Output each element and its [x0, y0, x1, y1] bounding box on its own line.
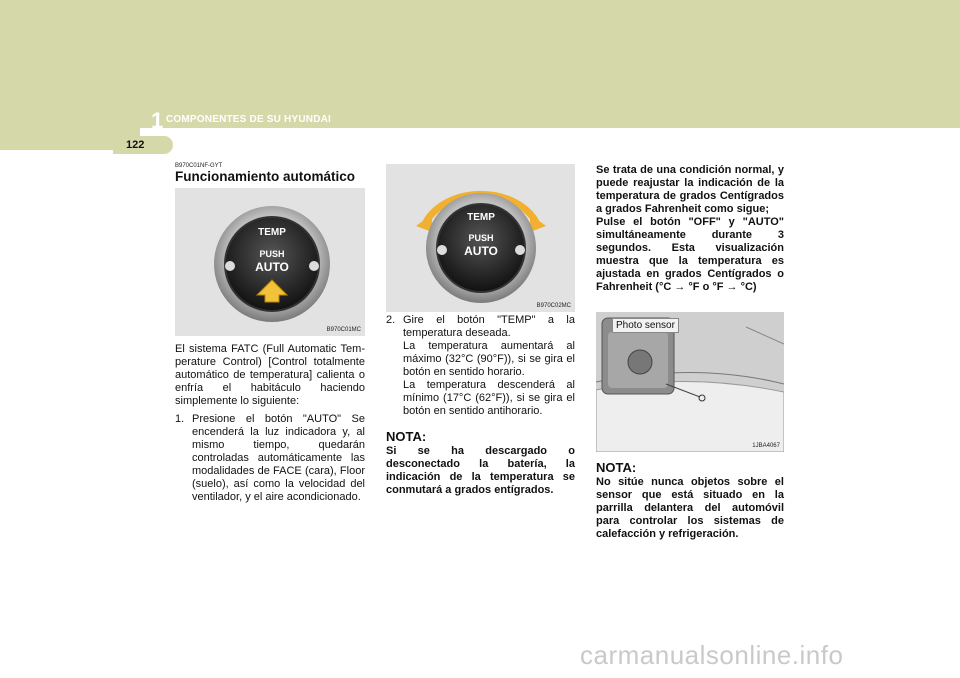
list-number: 1.	[175, 413, 185, 425]
figure-auto-button	[175, 188, 365, 336]
column-1	[175, 163, 365, 184]
knob-auto-label: AUTO	[255, 260, 289, 274]
list-line: La temperatura aumentará al máximo (32°C (90°F)), si se gira el botón en sentido horario.	[403, 340, 575, 378]
instruction-paragraph: Pulse el botón "OFF" y "AUTO" simultáneamente durante 3 segundos. Esta visualización muestra que la temperatura es ajustada en grados Centígrados o Fahrenheit (°C → °F o °F → °C)	[596, 216, 784, 293]
figure-photo-sensor	[596, 312, 784, 452]
column-3-text	[596, 164, 784, 294]
section-number: 1	[151, 108, 164, 133]
list-item-1	[175, 413, 365, 504]
section-heading: Funcionamiento automático	[175, 169, 356, 184]
list-line: Gire el botón "TEMP" a la temperatura deseada.	[403, 314, 575, 339]
watermark-text: carmanualsonline.info	[580, 640, 844, 670]
intro-paragraph: El sistema FATC (Full Automatic Tem-perature Control) [Control totalmente automático de temperatura] calienta o enfría el habitáculo haciendo simplemente lo siguiente:	[175, 343, 365, 407]
photo-sensor-label: Photo sensor	[612, 318, 679, 333]
list-number: 2.	[386, 314, 396, 326]
note-label: NOTA:	[386, 429, 427, 444]
knob-auto-label: AUTO	[464, 244, 498, 258]
note-text: No sitúe nunca objetos sobre el sensor que está situado en la parrilla delantera del automóvil para controlar los sistemas de calefacción y refrigeración.	[596, 476, 784, 540]
note-block	[386, 429, 575, 497]
note-text: Si se ha descargado o desconectado la batería, la indicación de la temperatura se conmutará a grados entígrados.	[386, 445, 575, 496]
knob-push-label: PUSH	[259, 249, 285, 259]
temp-knob-rotate-illustration	[386, 164, 575, 312]
figure-temp-rotate	[386, 164, 575, 312]
figure-code: B970C01MC	[326, 327, 361, 333]
figure-code: B970C02MC	[536, 303, 571, 309]
section-code: B970C01NF-GYT	[175, 163, 223, 169]
column-2-text	[386, 314, 575, 497]
column-1-text	[175, 343, 365, 504]
page-number: 122	[126, 139, 145, 151]
header-rule	[140, 128, 960, 150]
temp-knob-illustration	[175, 188, 365, 336]
list-item-2	[386, 314, 575, 418]
knob-temp-label: TEMP	[258, 227, 286, 238]
column-3-note	[596, 460, 784, 541]
figure-code: 1JBA4067	[752, 443, 780, 449]
list-text: Presione el botón "AUTO" Se encenderá la luz indicadora y, al mismo tiempo, quedarán controladas automáticamente las modalidades de FACE (cara), Floor (suelo), así como la velocidad del ventilador, y el aire acondicionado.	[192, 413, 365, 503]
knob-temp-label: TEMP	[467, 212, 495, 223]
photo-sensor-illustration	[596, 312, 784, 452]
knob-push-label: PUSH	[468, 233, 494, 243]
section-title: COMPONENTES DE SU HYUNDAI	[166, 114, 332, 125]
note-label: NOTA:	[596, 460, 637, 475]
list-line: La temperatura descenderá al mínimo (17°C (62°F)), si se gira el botón en sentido antihorario.	[403, 379, 575, 417]
normal-condition-paragraph: Se trata de una condición normal, y puede reajustar la indicación de la temperatura de grados Centígrados a grados Fahrenheit como sigue;	[596, 164, 784, 215]
